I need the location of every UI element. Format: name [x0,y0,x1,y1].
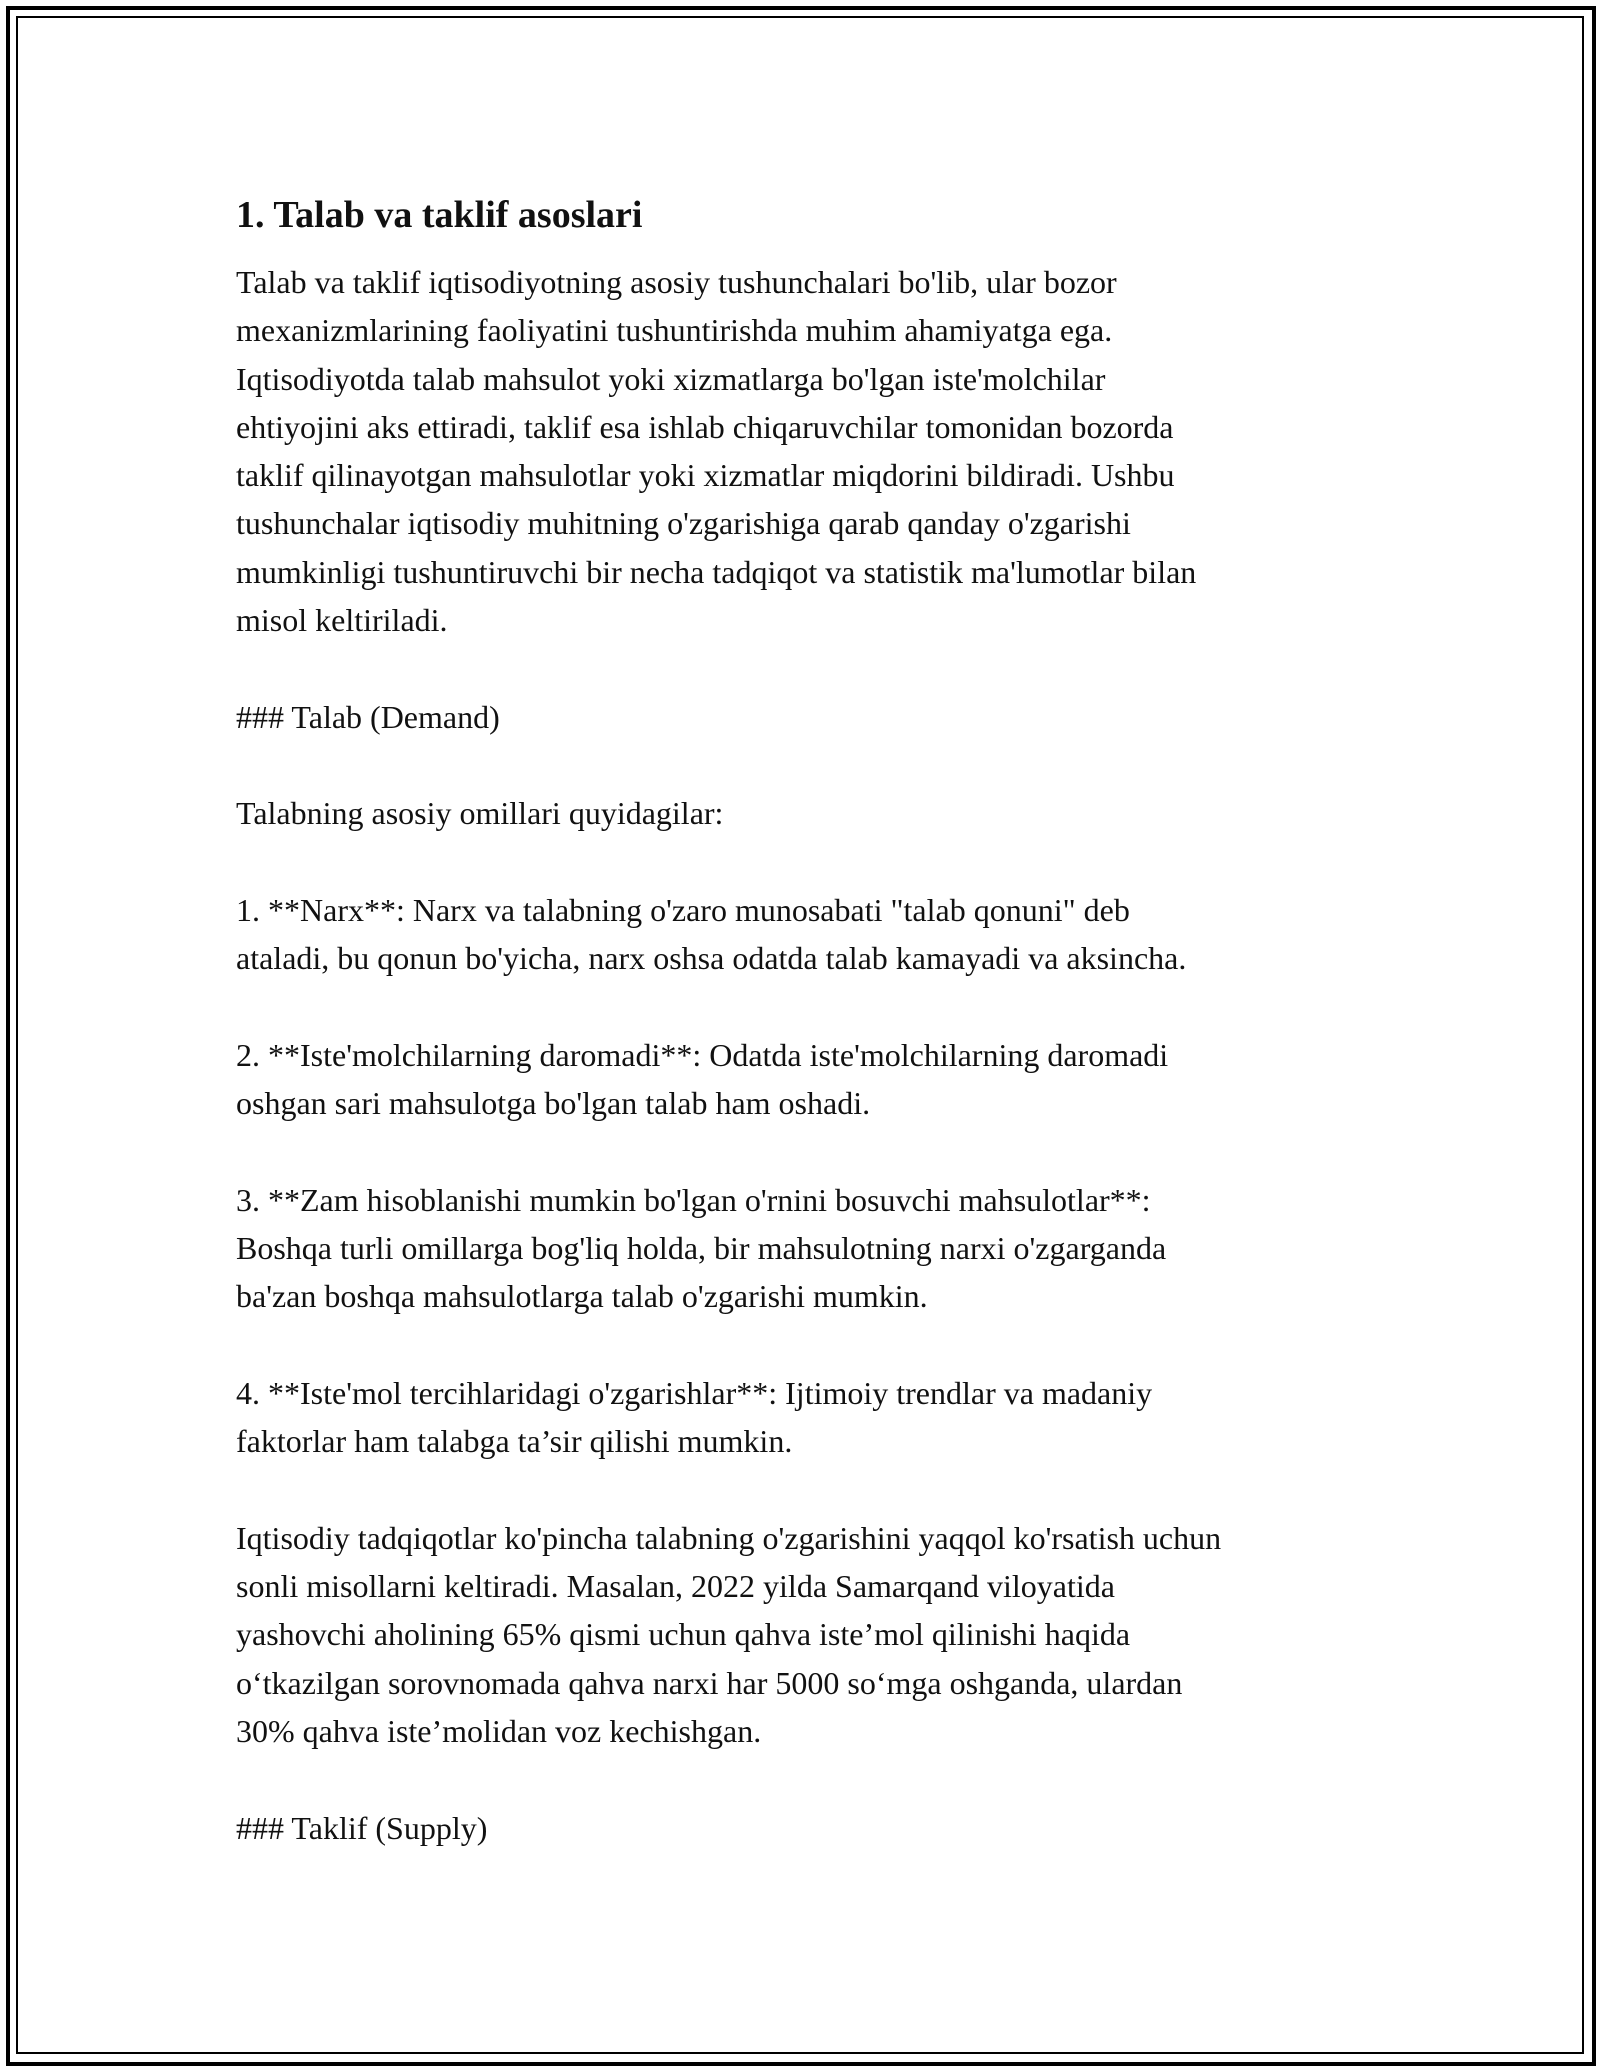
text-line: ### Taklif (Supply) [236,1809,488,1846]
text-line: yashovchi aholining 65% qismi uchun qahva iste’mol qilinishi haqida [236,1616,1131,1653]
text-line: taklif qilinayotgan mahsulotlar yoki xizmatlar miqdorini bildiradi. Ushbu [236,457,1175,494]
text-line: Talab va taklif iqtisodiyotning asosiy tushunchalari bo'lib, ular bozor [236,264,1117,300]
document-body [236,190,1386,1852]
text-line: 3. **Zam hisoblanishi mumkin bo'lgan o'rnini bosuvchi mahsulotlar**: [236,1181,1151,1218]
supply-subheading [236,1804,1386,1852]
text-line: Iqtisodiyotda talab mahsulot yoki xizmatlarga bo'lgan iste'molchilar [236,360,1106,397]
list-item-price [236,886,1386,983]
text-line: mumkinligi tushuntiruvchi bir necha tadqiqot va statistik ma'lumotlar bilan [236,553,1197,590]
text-line: Iqtisodiy tadqiqotlar ko'pincha talabning o'zgarishini yaqqol ko'rsatish uchun [236,1519,1222,1556]
section-heading: 1. Talab va taklif asoslari [236,194,643,236]
text-line: o‘tkazilgan sorovnomada qahva narxi har 5000 so‘mga oshganda, ulardan [236,1664,1183,1701]
research-paragraph [236,1514,1386,1755]
text-line: ataladi, bu qonun bo'yicha, narx oshsa odatda talab kamayadi va aksincha. [236,940,1187,977]
text-line: tushunchalar iqtisodiy muhitning o'zgarishiga qarab qanday o'zgarishi [236,505,1131,542]
text-line: ba'zan boshqa mahsulotlarga talab o'zgarishi mumkin. [236,1278,928,1315]
text-line: mexanizmlarining faoliyatini tushuntirishda muhim ahamiyatga ega. [236,312,1113,349]
intro-paragraph [236,258,1386,644]
text-line: Boshqa turli omillarga bog'liq holda, bir mahsulotning narxi o'zgarganda [236,1229,1167,1266]
text-line: faktorlar ham talabga ta’sir qilishi mumkin. [236,1423,793,1460]
demand-subheading [236,693,1386,741]
text-line: ehtiyojini aks ettiradi, taklif esa ishlab chiqaruvchilar tomonidan bozorda [236,408,1174,445]
text-line: 30% qahva iste’molidan voz kechishgan. [236,1712,762,1749]
list-item-substitutes [236,1176,1386,1321]
text-line: misol keltiriladi. [236,602,448,639]
factors-intro [236,789,1386,837]
text-line: 2. **Iste'molchilarning daromadi**: Odatda iste'molchilarning daromadi [236,1036,1169,1073]
text-line: oshgan sari mahsulotga bo'lgan talab ham oshadi. [236,1085,871,1122]
text-line: 4. **Iste'mol tercihlaridagi o'zgarishlar**: Ijtimoiy trendlar va madaniy [236,1374,1153,1411]
text-line: 1. **Narx**: Narx va talabning o'zaro munosabati "talab qonuni" deb [236,891,1130,928]
text-line: ### Talab (Demand) [236,698,500,735]
text-line: sonli misollarni keltiradi. Masalan, 2022 yilda Samarqand viloyatida [236,1568,1115,1605]
text-line: Talabning asosiy omillari quyidagilar: [236,795,724,832]
list-item-income [236,1031,1386,1128]
list-item-preferences [236,1369,1386,1466]
